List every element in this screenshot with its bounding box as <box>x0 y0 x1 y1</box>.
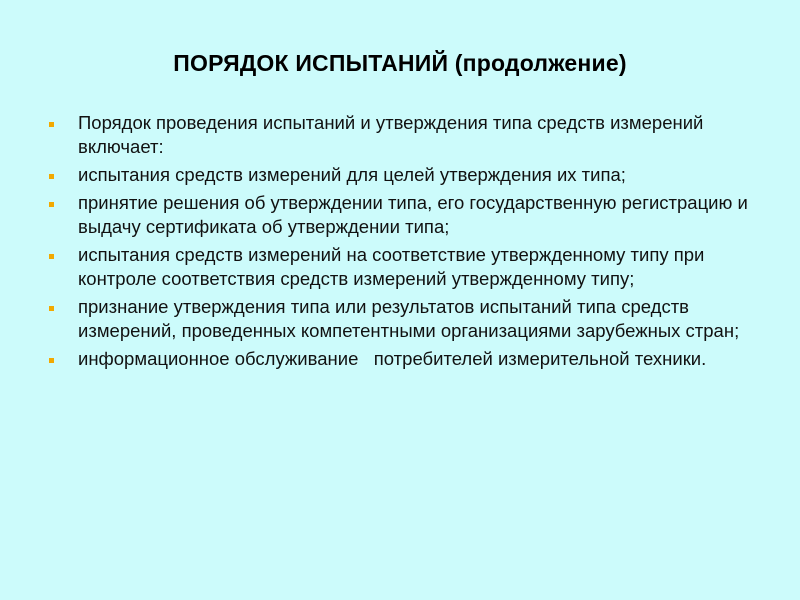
square-bullet-icon <box>49 306 54 311</box>
square-bullet-icon <box>49 174 54 179</box>
bullet-item <box>46 111 766 159</box>
bullet-text: признание утверждения типа или результатов испытаний типа средств измерений, проведенных компетентными организациями зарубежных стран; <box>78 296 740 341</box>
square-bullet-icon <box>49 202 54 207</box>
bullet-text: информационное обслуживание потребителей измерительной техники. <box>78 348 707 369</box>
bullet-item <box>46 243 766 291</box>
bullet-text: принятие решения об утверждении типа, его государственную регистрацию и выдачу сертификата об утверждении типа; <box>78 192 748 237</box>
bullet-item <box>46 295 766 343</box>
square-bullet-icon <box>49 122 54 127</box>
slide-title: ПОРЯДОК ИСПЫТАНИЙ (продолжение) <box>173 50 627 76</box>
square-bullet-icon <box>49 254 54 259</box>
square-bullet-icon <box>49 358 54 363</box>
bullet-item <box>46 347 766 371</box>
bullet-text: испытания средств измерений для целей утверждения их типа; <box>78 164 626 185</box>
bullet-text: Порядок проведения испытаний и утверждения типа средств измерений включает: <box>78 112 704 157</box>
bullet-item <box>46 191 766 239</box>
bullet-item <box>46 163 766 187</box>
bullet-list <box>46 111 766 375</box>
bullet-text: испытания средств измерений на соответствие утвержденному типу при контроле соответствия средств измерений утвержденному типу; <box>78 244 705 289</box>
